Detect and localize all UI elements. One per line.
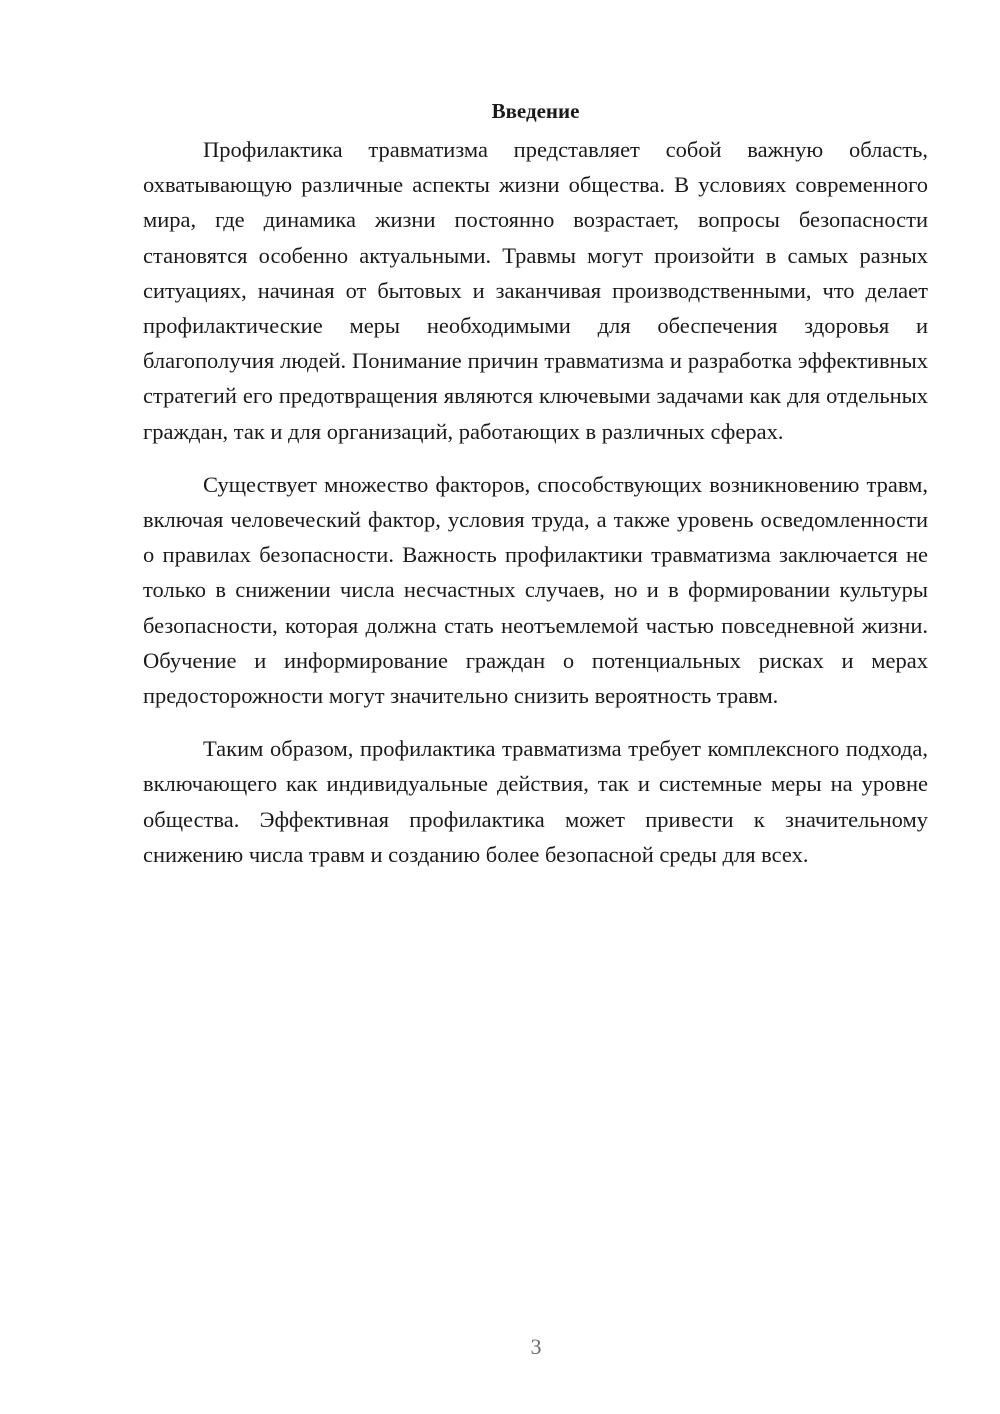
paragraph-2: Существует множество факторов, способствующих возникновению травм, включая человеческий фактор, условия труда, а также уровень осведомленности о правилах безопасности. Важность профилактики травматизма заключается не только в снижении числа несчастных случаев, но и в формировании культуры безопасности, которая должна стать неотъемлемой частью повседневной жизни. Обучение и информирование граждан о потенциальных рисках и мерах предосторожности могут значительно снизить вероятность травм. — [143, 471, 928, 709]
paragraph-1: Профилактика травматизма представляет собой важную область, охватывающую различные аспекты жизни общества. В условиях современного мира, где динамика жизни постоянно возрастает, вопросы безопасности становятся особенно актуальными. Травмы могут произойти в самых разных ситуациях, начиная от бытовых и заканчивая производственными, что делает профилактические меры необходимыми для обеспечения здоровья и благополучия людей. Понимание причин травматизма и разработка эффективных стратегий его предотвращения являются ключевыми задачами как для отдельных граждан, так и для организаций, работающих в различных сферах. — [143, 137, 928, 444]
page-number: 3 — [530, 1334, 542, 1359]
page-content — [143, 96, 928, 890]
section-title: Введение — [491, 99, 580, 123]
paragraph-3: Таким образом, профилактика травматизма требует комплексного подхода, включающего как индивидуальные действия, так и системные меры на уровне общества. Эффективная профилактика может привести к значительному снижению числа травм и созданию более безопасной среды для всех. — [143, 736, 928, 867]
